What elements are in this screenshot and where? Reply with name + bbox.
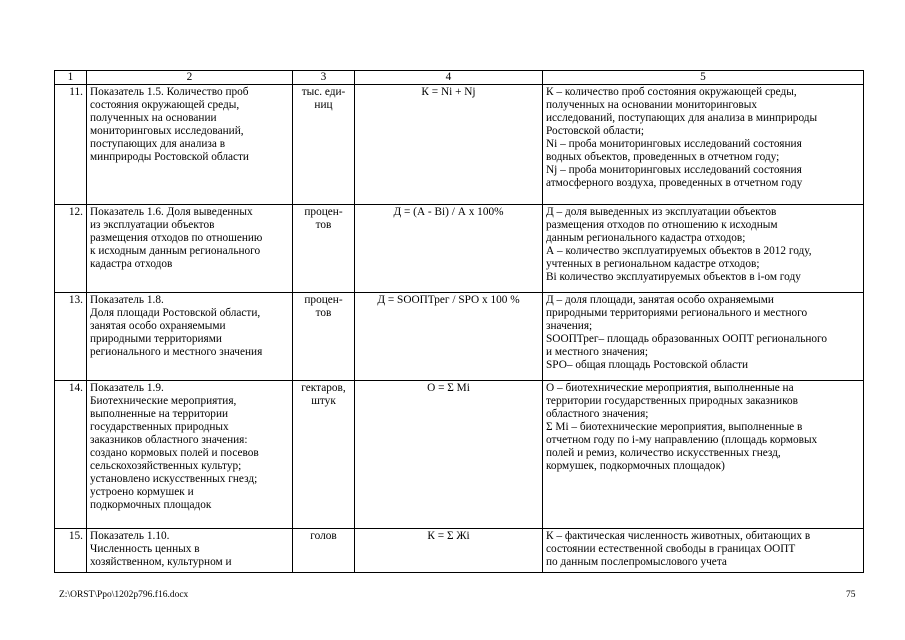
header-cell: 1 xyxy=(55,71,87,85)
indicator-name: Показатель 1.6. Доля выведенных из эксплуатации объектов размещения отходов по отношению к исходным данным регионального кадастра отходов xyxy=(87,205,293,293)
unit-of-measure: тыс. еди- ниц xyxy=(293,85,355,205)
unit-of-measure: голов xyxy=(293,529,355,573)
unit-of-measure: процен- тов xyxy=(293,205,355,293)
indicator-name: Показатель 1.5. Количество проб состояния окружающей среды, полученных на основании мониторинговых исследований, поступающих для анализа в минприроды Ростовской области xyxy=(87,85,293,205)
table-row xyxy=(55,293,864,381)
row-number: 13. xyxy=(55,293,87,381)
description: Д – доля площади, занятая особо охраняемыми природными территориями регионального и местного значения; SООПТрег– площадь образованных ООПТ регионального и местного значения; SРО– общая площадь Ростовской области xyxy=(543,293,864,381)
header-cell: 2 xyxy=(87,71,293,85)
table-row xyxy=(55,205,864,293)
table-row xyxy=(55,381,864,529)
formula: Д = SООПТрег / SРО х 100 % xyxy=(355,293,543,381)
unit-of-measure: гектаров, штук xyxy=(293,381,355,529)
indicator-name: Показатель 1.9. Биотехнические мероприятия, выполненные на территории государственных природных заказников областного значения: создано кормовых полей и посевов сельскохозяйственных культур; установлено искусственных гнезд; устроено кормушек и подкормочных площадок xyxy=(87,381,293,529)
unit-of-measure: процен- тов xyxy=(293,293,355,381)
formula: К = Ni + Nj xyxy=(355,85,543,205)
formula: О = Σ Мi xyxy=(355,381,543,529)
table-row xyxy=(55,529,864,573)
description: К – количество проб состояния окружающей среды, полученных на основании мониторинговых исследований, поступающих для анализа в минприроды Ростовской области; Ni – проба мониторинговых исследований состояния водных объектов, проведенных в отчетном году; Nj – проба мониторинговых исследований состояния атмосферного воздуха, проведенных в отчетном году xyxy=(543,85,864,205)
formula: Д = (А - Вi) / А х 100% xyxy=(355,205,543,293)
header-cell: 3 xyxy=(293,71,355,85)
row-number: 12. xyxy=(55,205,87,293)
description: Д – доля выведенных из эксплуатации объектов размещения отходов по отношению к исходным данным регионального кадастра отходов; А – количество эксплуатируемых объектов в 2012 году, учтенных в региональном кадастре отходов; Вi количество эксплуатируемых объектов в i-ом году xyxy=(543,205,864,293)
indicator-name: Показатель 1.10. Численность ценных в хозяйственном, культурном и xyxy=(87,529,293,573)
formula: К = Σ Жi xyxy=(355,529,543,573)
description: О – биотехнические мероприятия, выполненные на территории государственных природных заказников областного значения; Σ Мi – биотехнические мероприятия, выполненные в отчетном году по i-му направлению (площадь кормовых полей и ремиз, количество искусственных гнезд, кормушек, подкормочных площадок) xyxy=(543,381,864,529)
description: К – фактическая численность животных, обитающих в состоянии естественной свободы в границах ООПТ по данным послепромыслового учета xyxy=(543,529,864,573)
footer-file-path: Z:\ORST\Ppo\1202p796.f16.docx xyxy=(59,590,189,600)
header-cell: 5 xyxy=(543,71,864,85)
indicators-table xyxy=(54,70,864,573)
table-row xyxy=(55,85,864,205)
footer-page-number: 75 xyxy=(846,590,856,600)
table-header-row xyxy=(55,71,864,85)
header-cell: 4 xyxy=(355,71,543,85)
row-number: 15. xyxy=(55,529,87,573)
row-number: 14. xyxy=(55,381,87,529)
row-number: 11. xyxy=(55,85,87,205)
indicator-name: Показатель 1.8. Доля площади Ростовской области, занятая особо охраняемыми природными территориями регионального и местного значения xyxy=(87,293,293,381)
